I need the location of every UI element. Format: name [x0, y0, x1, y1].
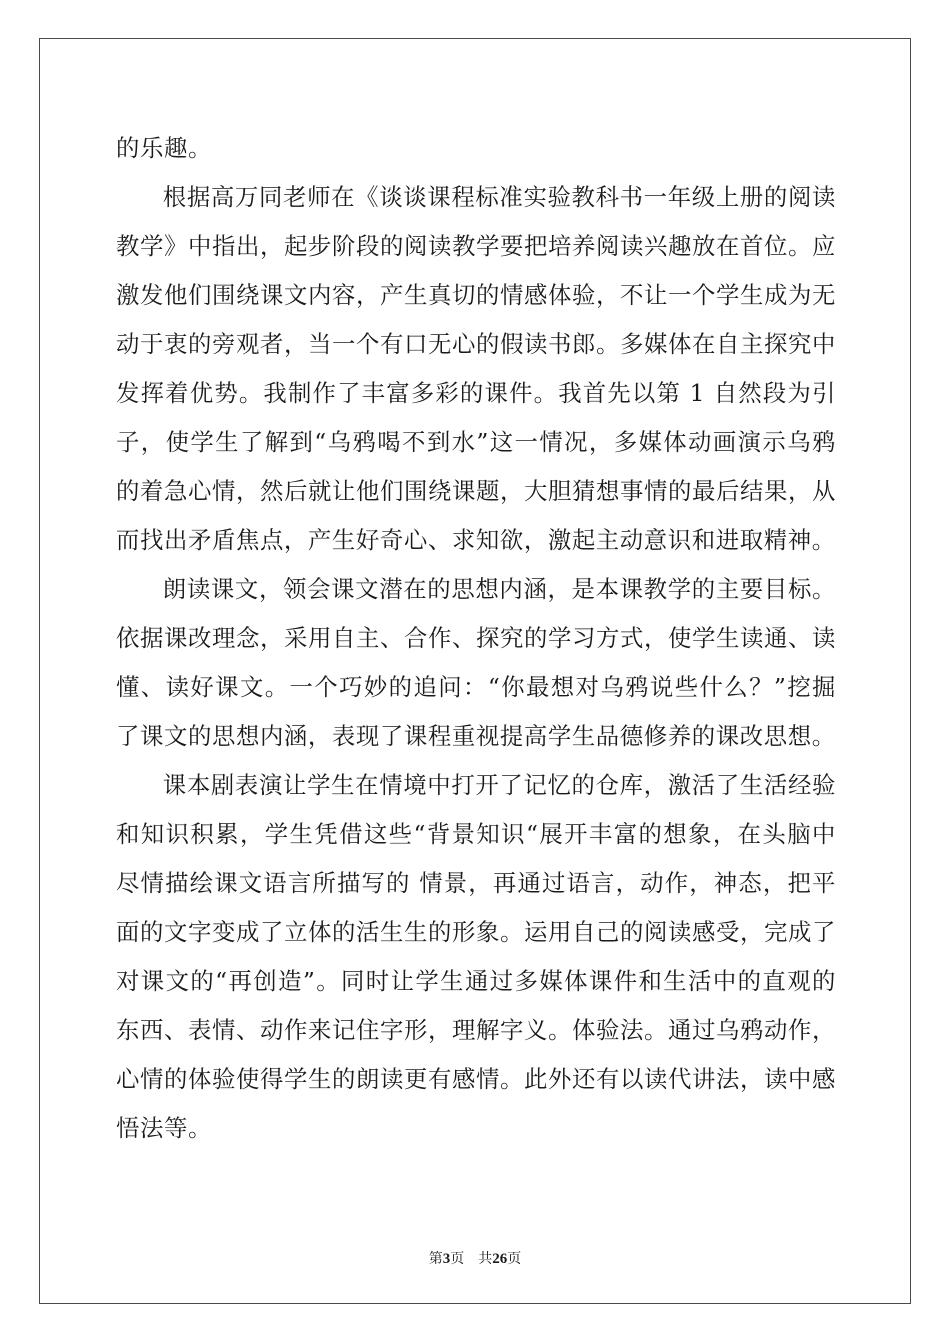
page-number: 3 [442, 1251, 451, 1267]
page-footer [0, 1248, 950, 1268]
document-body [116, 124, 836, 1153]
total-prefix: 共 [478, 1251, 493, 1267]
paragraph-continuation: 的乐趣。 [116, 134, 212, 162]
page-suffix: 页 [450, 1251, 465, 1267]
paragraph: 朗读课文，领会课文潜在的思想内涵，是本课教学的主要目标。依据课改理念，采用自主、合作、探究的学习方式，使学生读通、读懂、读好课文。一个巧妙的追问：“你最想对乌鸦说些什么？”挖掘了课文的思想内涵，表现了课程重视提高学生品德修养的课改思想。 [116, 575, 836, 750]
page-prefix: 第 [428, 1251, 443, 1267]
total-suffix: 页 [507, 1251, 522, 1267]
total-pages: 26 [492, 1251, 508, 1267]
paragraph: 课本剧表演让学生在情境中打开了记忆的仓库，激活了生活经验和知识积累，学生凭借这些“背景知识“展开丰富的想象，在头脑中尽情描绘课文语言所描写的 情景，再通过语言，动作，神态，把平面的文字变成了立体的活生生的形象。运用自己的阅读感受，完成了对课文的“再创造”。同时让学生通过多媒体课件和生活中的直观的东西、表情、动作来记住字形，理解字义。体验法。通过乌鸦动作，心情的体验使得学生的朗读更有感情。此外还有以读代讲法，读中感悟法等。 [116, 771, 836, 1142]
paragraph: 根据高万同老师在《谈谈课程标准实验教科书一年级上册的阅读教学》中指出，起步阶段的阅读教学要把培养阅读兴趣放在首位。应激发他们围绕课文内容，产生真切的情感体验，不让一个学生成为无动于衷的旁观者，当一个有口无心的假读书郎。多媒体在自主探究中发挥着优势。我制作了丰富多彩的课件。我首先以第 1 自然段为引子，使学生了解到“乌鸦喝不到水”这一情况，多媒体动画演示乌鸦的着急心情，然后就让他们围绕课题，大胆猜想事情的最后结果，从而找出矛盾焦点，产生好奇心、求知欲，激起主动意识和进取精神。 [116, 183, 836, 554]
